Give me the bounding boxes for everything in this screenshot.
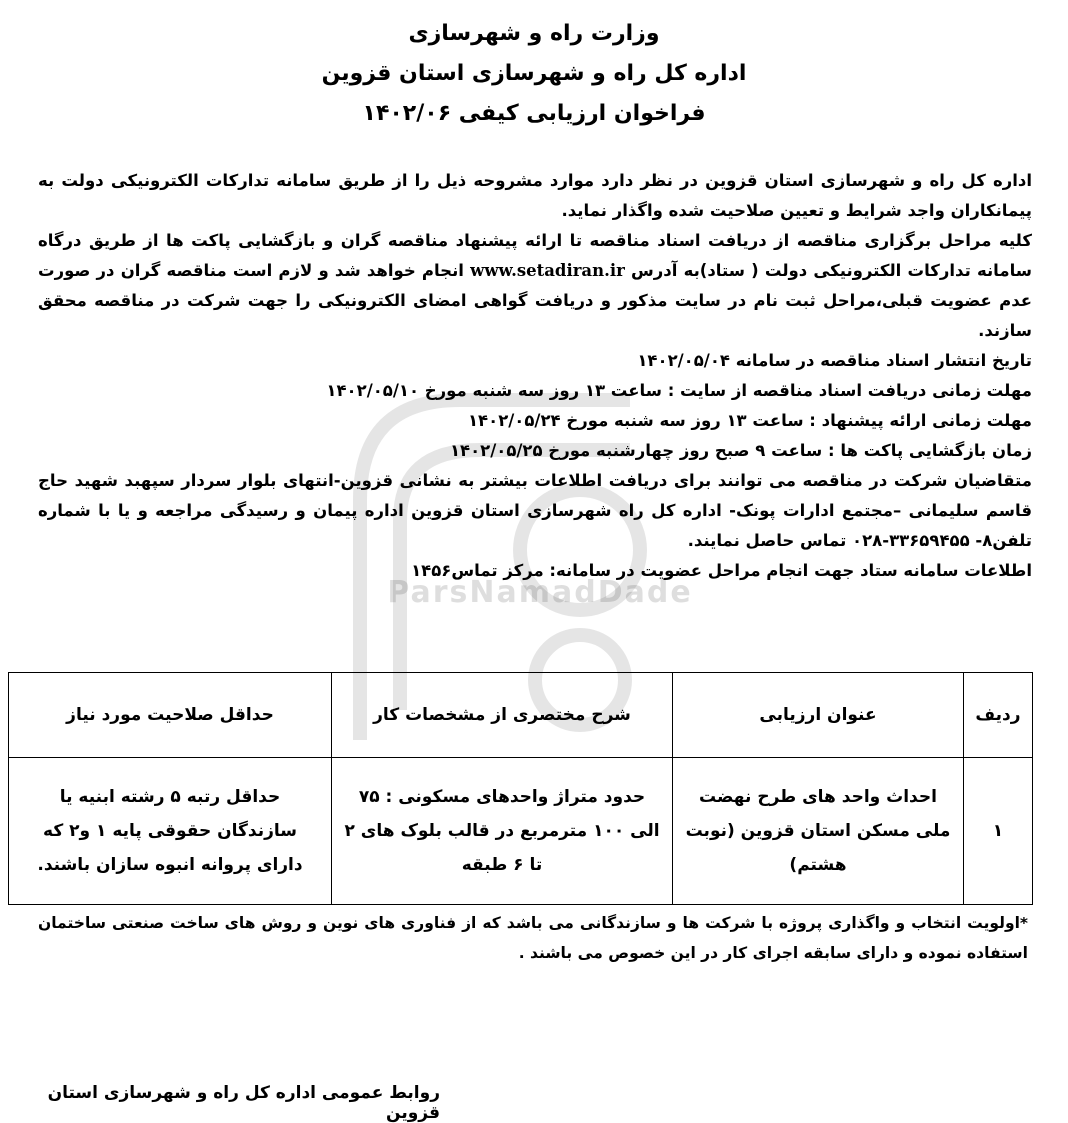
setad-info: اطلاعات سامانه ستاد جهت انجام مراحل عضویت در سامانه: مرکز تماس۱۴۵۶ [411, 561, 1032, 580]
table-row [9, 758, 1033, 905]
header-radif: ردیف [964, 673, 1033, 758]
notice-body [38, 166, 1032, 586]
notice-header [0, 14, 1068, 134]
evaluation-table [8, 672, 1033, 905]
header-title: عنوان ارزیابی [673, 673, 964, 758]
docs-deadline: مهلت زمانی دریافت اسناد مناقصه از سایت : ساعت ۱۳ روز سه شنبه مورخ ۱۴۰۲/۰۵/۱۰ [326, 381, 1032, 400]
publish-date: تاریخ انتشار اسناد مناقصه در سامانه ۱۴۰۲/۰۵/۰۴ [637, 351, 1032, 370]
cell-qualification: حداقل رتبه ۵ رشته ابنیه یا سازندگان حقوقی پایه ۱ و۲ که دارای پروانه انبوه سازان باشند. [9, 758, 332, 905]
ministry-name: وزارت راه و شهرسازی [408, 21, 660, 46]
cell-title: احداث واحد های طرح نهضت ملی مسکن استان قزوین (نوبت هشتم) [673, 758, 964, 905]
department-name: اداره کل راه و شهرسازی استان قزوین [321, 61, 747, 86]
process-text-after: انجام خواهد شد و لازم است مناقصه گران در صورت عدم عضویت قبلی،مراحل ثبت نام در سایت مذکور و دریافت گواهی امضای الکترونیکی را جهت شرکت در مناقصه محقق سازند. [38, 261, 1032, 340]
signature: روابط عمومی اداره کل راه و شهرسازی استان قزوین [47, 1083, 440, 1123]
proposal-deadline: مهلت زمانی ارائه پیشنهاد : ساعت ۱۳ روز سه شنبه مورخ ۱۴۰۲/۰۵/۲۴ [467, 411, 1032, 430]
contact-info: متقاضیان شرکت در مناقصه می توانند برای دریافت اطلاعات بیشتر به نشانی قزوین-انتهای بلوار سردار سپهبد شهید حاج قاسم سلیمانی –مجتمع ادارات پونک- اداره کل راه شهرسازی استان قزوین اداره پیمان و رسیدگی مراجعه و یا با شماره تلفن۸- ۳۳۶۵۹۴۵۵-۰۲۸ تماس حاصل نمایند. [38, 471, 1032, 550]
header-qualification: حداقل صلاحیت مورد نیاز [9, 673, 332, 758]
priority-note: *اولویت انتخاب و واگذاری پروژه با شرکت ها و سازندگانی می باشد که از فناوری های نوین و روش های ساخت صنعتی ساختمان استفاده نموده و دارای سابقه اجرای کار در این خصوص می باشند . [38, 914, 1028, 962]
watermark-text: ParsNamadDade [387, 575, 693, 610]
setad-site-link[interactable]: www.setadiran.ir [470, 261, 625, 280]
header-description: شرح مختصری از مشخصات کار [332, 673, 673, 758]
cell-description: حدود متراژ واحدهای مسکونی : ۷۵ الی ۱۰۰ مترمربع در قالب بلوک های ۲ تا ۶ طبقه [332, 758, 673, 905]
intro-paragraph: اداره کل راه و شهرسازی استان قزوین در نظر دارد موارد مشروحه ذیل را از طریق سامانه تدارکات الکترونیکی دولت به پیمانکاران واجد شرایط و تعیین صلاحیت شده واگذار نماید. [38, 171, 1032, 220]
process-text-before: کلیه مراحل برگزاری مناقصه از دریافت اسناد مناقصه تا ارائه پیشنهاد مناقصه گران و بازگشایی پاکت ها از طریق درگاه سامانه تدارکات الکترونیکی دولت ( ستاد)به آدرس [38, 231, 1032, 280]
process-paragraph [38, 226, 1032, 346]
cell-radif: ۱ [964, 758, 1033, 905]
call-title: فراخوان ارزیابی کیفی ۱۴۰۲/۰۶ [362, 101, 706, 126]
table-header-row [9, 673, 1033, 758]
opening-time: زمان بازگشایی پاکت ها : ساعت ۹ صبح روز چهارشنبه مورخ ۱۴۰۲/۰۵/۲۵ [449, 441, 1032, 460]
